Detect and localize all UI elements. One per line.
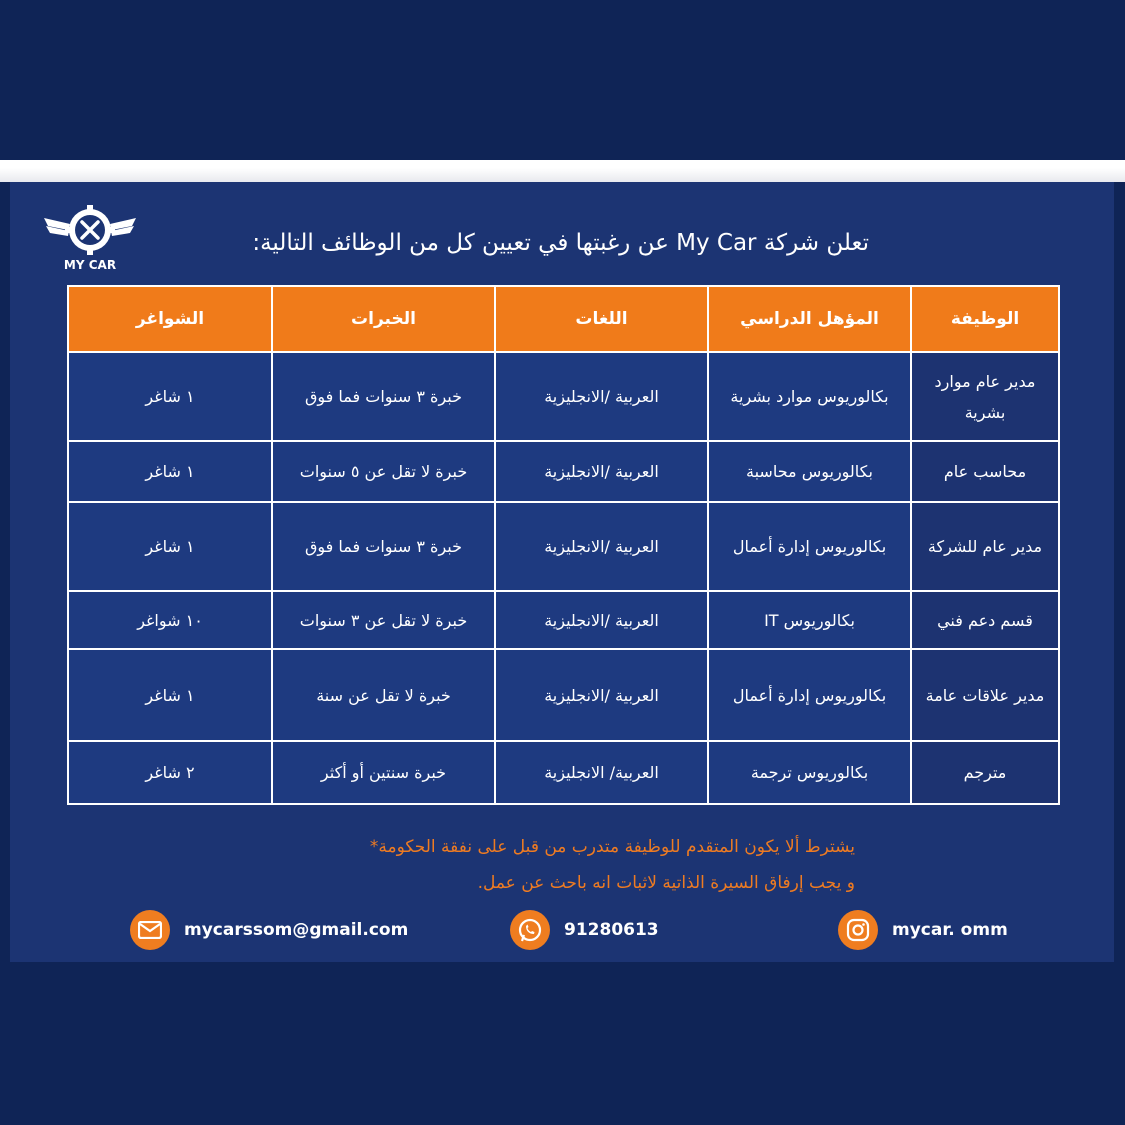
table-header-row: [68, 286, 1059, 352]
cell-job: محاسب عام: [911, 441, 1059, 502]
header-languages: اللغات: [495, 286, 708, 352]
cell-experience: خبرة ٣ سنوات فما فوق: [272, 502, 495, 591]
cell-experience: خبرة سنتين أو أكثر: [272, 741, 495, 804]
separator-shadow: [0, 168, 1125, 182]
instagram-contact[interactable]: [838, 910, 1008, 950]
header-experience: الخبرات: [272, 286, 495, 352]
jobs-table: [67, 285, 1060, 805]
job-poster: [10, 182, 1114, 962]
logo-text: MY CAR: [63, 258, 117, 272]
cell-qualification: بكالوريوس IT: [708, 591, 911, 649]
phone-number[interactable]: 91280613: [564, 920, 659, 940]
cell-job: مدير عام للشركة: [911, 502, 1059, 591]
whatsapp-icon: [510, 910, 550, 950]
note-line-2: و يجب إرفاق السيرة الذاتية لاثبات انه باحث عن عمل.: [477, 873, 855, 893]
announcement-headline: تعلن شركة My Car عن رغبتها في تعيين كل من الوظائف التالية:: [252, 230, 869, 256]
instagram-icon: [838, 910, 878, 950]
cell-languages: العربية /الانجليزية: [495, 441, 708, 502]
cell-qualification: بكالوريوس موارد بشرية: [708, 352, 911, 441]
table-row: [68, 591, 1059, 649]
cell-qualification: بكالوريوس محاسبة: [708, 441, 911, 502]
cell-experience: خبرة لا تقل عن سنة: [272, 649, 495, 741]
email-contact[interactable]: [130, 910, 408, 950]
cell-languages: العربية /الانجليزية: [495, 352, 708, 441]
cell-languages: العربية/ الانجليزية: [495, 741, 708, 804]
cell-languages: العربية /الانجليزية: [495, 502, 708, 591]
cell-job: قسم دعم فني: [911, 591, 1059, 649]
table-row: [68, 502, 1059, 591]
cell-qualification: بكالوريوس إدارة أعمال: [708, 502, 911, 591]
cell-vacancies: ١ شاغر: [68, 352, 272, 441]
cell-experience: خبرة لا تقل عن ٥ سنوات: [272, 441, 495, 502]
table-row: [68, 352, 1059, 441]
cell-vacancies: ١ شاغر: [68, 649, 272, 741]
conditions-note: [270, 829, 855, 901]
cell-job: مترجم: [911, 741, 1059, 804]
header-job: الوظيفة: [911, 286, 1059, 352]
table-row: [68, 741, 1059, 804]
cell-vacancies: ١٠ شواغر: [68, 591, 272, 649]
cell-job: مدير علاقات عامة: [911, 649, 1059, 741]
header-qualification: المؤهل الدراسي: [708, 286, 911, 352]
cell-languages: العربية /الانجليزية: [495, 591, 708, 649]
cell-languages: العربية /الانجليزية: [495, 649, 708, 741]
cell-vacancies: ٢ شاغر: [68, 741, 272, 804]
table-row: [68, 441, 1059, 502]
table-row: [68, 649, 1059, 741]
mail-icon: [130, 910, 170, 950]
header-vacancies: الشواغر: [68, 286, 272, 352]
cell-vacancies: ١ شاغر: [68, 502, 272, 591]
instagram-handle[interactable]: mycar. omm: [892, 920, 1008, 940]
phone-contact[interactable]: [510, 910, 659, 950]
cell-job: مدير عام موارد بشرية: [911, 352, 1059, 441]
cell-experience: خبرة لا تقل عن ٣ سنوات: [272, 591, 495, 649]
cell-vacancies: ١ شاغر: [68, 441, 272, 502]
note-line-1: يشترط ألا يكون المتقدم للوظيفة متدرب من قبل على نفقة الحكومة*: [369, 837, 855, 857]
cell-qualification: بكالوريوس إدارة أعمال: [708, 649, 911, 741]
email-address[interactable]: mycarssom@gmail.com: [184, 920, 409, 940]
cell-experience: خبرة ٣ سنوات فما فوق: [272, 352, 495, 441]
cell-qualification: بكالوريوس ترجمة: [708, 741, 911, 804]
